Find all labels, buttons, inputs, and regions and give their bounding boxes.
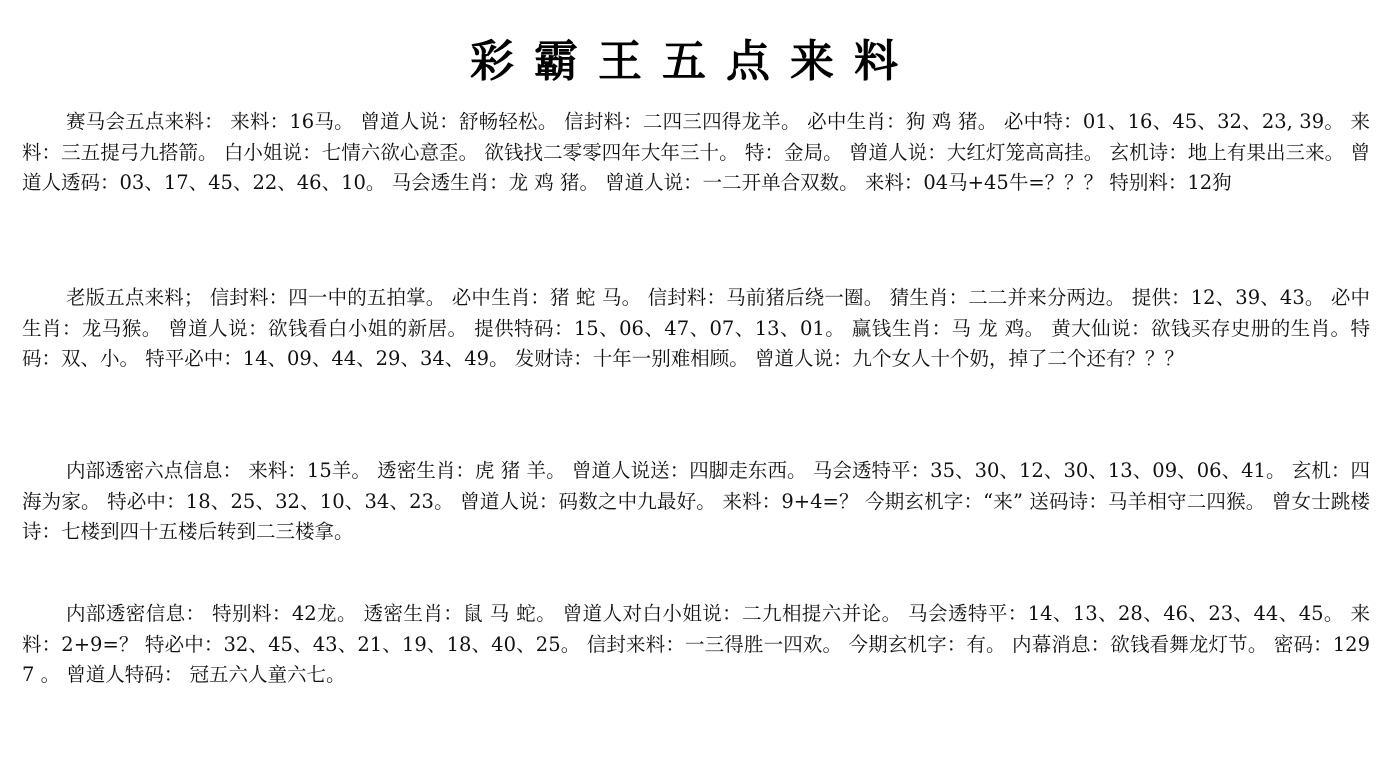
paragraph-saima-five-point: 赛马会五点来料： 来料：16马。 曾道人说：舒畅轻松。 信封料：二四三四得龙羊。 必中生肖：狗 鸡 猪。 必中特：01、16、45、32、23, 39。 来料：三五提弓九搭箭。 白小姐说：七情六欲心意歪。 欲钱找二零零四年大年三十。 特：金局。 曾道人说：大红灯笼高高挂。 玄机诗：地上有果出三来。 曾道人透码：03、17、45、22、46、10。 马会透生肖：龙 鸡 猪。 曾道人说：一二开单合双数。 来料：04马+45牛=？？？ 特别料：12狗 <box>22 110 1370 194</box>
paragraph-inside-six-point: 内部透密六点信息： 来料：15羊。 透密生肖：虎 猪 羊。 曾道人说送：四脚走东西。 马会透特平：35、30、12、30、13、09、06、41。 玄机：四海为家。 特必中：18、25、32、10、34、23。 曾道人说：码数之中九最好。 来料：9+4=？ 今期玄机字：“来” 送码诗：马羊相守二四猴。 曾女士跳楼诗：七楼到四十五楼后转到二三楼拿。 <box>22 459 1370 543</box>
page-title: 彩霸王五点来料 <box>470 36 918 87</box>
paragraph-laoban-five-point: 老版五点来料； 信封料：四一中的五拍掌。 必中生肖：猪 蛇 马。 信封料：马前猪后绕一圈。 猜生肖：二二并来分两边。 提供：12、39、43。 必中生肖：龙马猴。 曾道人说：欲钱看白小姐的新居。 提供特码：15、06、47、07、13、01。 赢钱生肖：马 龙 鸡。 黄大仙说：欲钱买存史册的生肖。特码：双、小。 特平必中：14、09、44、29、34、49。 发财诗：十年一别难相顾。 曾道人说：九个女人十个奶，掉了二个还有？？？ <box>22 286 1370 370</box>
paragraph-inside-info: 内部透密信息： 特别料：42龙。 透密生肖：鼠 马 蛇。 曾道人对白小姐说：二九相提六并论。 马会透特平：14、13、28、46、23、44、45。 来料：2+9=？ 特必中：32、45、43、21、19、18、40、25。 信封来料：一三得胜一四欢。 今期玄机字：有。 内幕消息：欲钱看舞龙灯节。 密码：1297 。 曾道人特码： 冠五六人童六七。 <box>22 602 1370 686</box>
